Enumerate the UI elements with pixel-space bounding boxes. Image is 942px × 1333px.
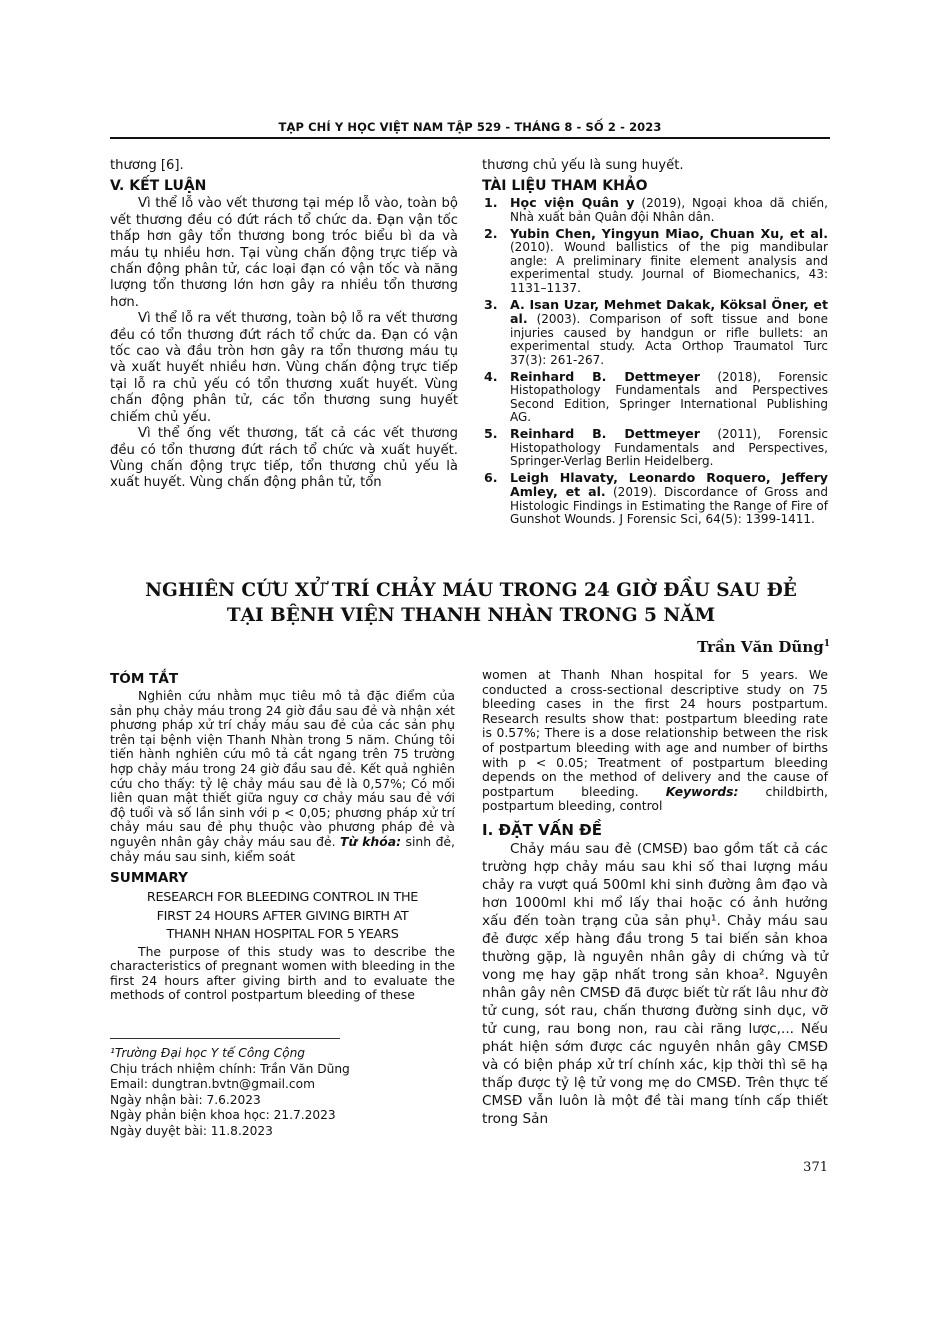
- continuation-text: thương [6].: [110, 158, 184, 173]
- conclusion-paragraph: Vì thể ống vết thương, tất cả các vết thương đều có tổn thương đứt rách tổ chức và xuất huyết. Vùng chấn động trực tiếp, tổn thương chủ yếu là xuất huyết. Vùng chấn động phân tử, tổn: [110, 426, 458, 491]
- conclusion-column: [110, 158, 458, 492]
- footnote-rule: [110, 1038, 340, 1039]
- reference-list: [482, 196, 828, 527]
- reference-item: 4. Reinhard B. Dettmeyer (2018), Forensic Histopathology Fundamentals and Perspectives Second Edition, Springer International Publishing AG.: [484, 368, 828, 425]
- references-column: [482, 158, 828, 529]
- article-title: NGHIÊN CỨU XỬ TRÍ CHẢY MÁU TRONG 24 GIỜ ĐẦU SAU ĐẺ TẠI BỆNH VIỆN THANH NHÀN TRONG 5 NĂM: [145, 580, 797, 626]
- reference-item: 2. Yubin Chen, Yingyun Miao, Chuan Xu, et al. (2010). Wound ballistics of the pig mandibular angle: A preliminary finite element analysis and experimental study. Journal of Biomechanics, 43: 1131–1137.: [484, 225, 828, 295]
- abstract-vi-body: Nghiên cứu nhằm mục tiêu mô tả đặc điểm của sản phụ chảy máu trong 24 giờ đầu sau đẻ và nhận xét phương pháp xử trí chảy máu sau đẻ của các sản phụ trên tại bệnh viện Thanh Nhàn trong 5 năm. Chúng tôi tiến hành nghiên cứu mô tả cắt ngang trên 75 trường hợp chảy máu trong 24 giờ đầu sau đẻ. Kết quả nghiên cứu cho thấy: tỷ lệ chảy máu sau đẻ là 0,57%; Có mối liên quan mật thiết giữa nguy cơ chảy máu sau đẻ với độ tuổi và số lần sinh với p < 0,05; phương pháp xử trí chảy máu sau đẻ phụ thuộc vào phương pháp đẻ và nguyên nhân gây chảy máu sau đẻ. Từ khóa: sinh đẻ, chảy máu sau sinh, kiểm soát: [110, 688, 455, 864]
- footnote-line: Chịu trách nhiệm chính: Trần Văn Dũng: [110, 1061, 350, 1076]
- page-number: 371: [803, 1160, 828, 1175]
- conclusion-paragraph: Vì thể lỗ vào vết thương tại mép lỗ vào, toàn bộ vết thương đều có đứt rách tổ chức da. Đạn vận tốc thấp hơn gây tổn thương bong tróc biểu bì da và máu tụ nhiều hơn. Tại vùng chấn động trực tiếp và chấn động phân tử, các loại đạn có vận tốc và năng lượng tổn thương lớn hơn gây ra nhiều tổn thương hơn.: [110, 196, 458, 310]
- summary-heading: SUMMARY: [110, 870, 188, 887]
- summary-intro-column: [482, 668, 828, 1128]
- summary-body-continued: women at Thanh Nhan hospital for 5 years. We conducted a cross-sectional descriptive study on 75 bleeding cases in the first 24 hours postpartum. Research results show that: postpartum bleeding rate is 0.57%; There is a dose relationship between the risk of postpartum bleeding with age and number of births with p < 0.05; Treatment of postpartum bleeding depends on the method of delivery and the cause of postpartum bleeding. Keywords: childbirth, postpartum bleeding, control: [482, 667, 828, 814]
- footnote-line: Email: dungtran.bvtn@gmail.com: [110, 1077, 315, 1092]
- article-author: Trần Văn Dũng$^1$: [697, 638, 830, 656]
- reference-item: 6. Leigh Hlavaty, Leonardo Roquero, Jeffery Amley, et al. (2019). Discordance of Gross and Histologic Findings in Estimating the Range of Fire of Gunshot Wounds. J Forensic Sci, 64(5): 1399-1411.: [484, 469, 828, 527]
- reference-item: 1. Học viện Quân y (2019), Ngoại khoa dã chiến, Nhà xuất bản Quân đội Nhân dân.: [484, 195, 828, 224]
- continuation-text: thương chủ yếu là sung huyết.: [482, 158, 684, 173]
- affiliation-note: ¹Trường Đại học Y tế Công Cộng: [110, 1046, 306, 1060]
- footnote-line: Ngày nhận bài: 7.6.2023: [110, 1092, 261, 1107]
- conclusion-paragraph: Vì thể lỗ ra vết thương, toàn bộ lỗ ra vết thương đều có tổn thương đứt rách tổ chức da. Đạn có vận tốc cao và đầu tròn hơn gây ra tổn thương máu tụ và xuất huyết nhiều hơn. Vùng chấn động trực tiếp tại lỗ ra chủ yếu có tổn thương xuất huyết. Vùng chấn động phân tử, các tổn thương sung huyết chiếm chủ yếu.: [110, 311, 458, 425]
- intro-body: Chảy máu sau đẻ (CMSĐ) bao gồm tất cả các trường hợp chảy máu sau khi số thai lượng máu chảy ra vượt quá 500ml khi sinh đường âm đạo và hơn 1000ml khi mổ lấy thai hoặc có ảnh hưởng xấu đến toàn trạng của sản phụ¹. Chảy máu sau đẻ được xếp hàng đầu trong 5 tai biến sản khoa thường gặp, là nguyên nhân gây di chứng và tử vong mẹ hay gặp nhất trong sản khoa². Nguyên nhân gây nên CMSĐ đã được biết từ rất lâu như đờ tử cung, sót rau, chấn thương đường sinh dục, vỡ tử cung, rau bong non, rau cài răng lược,... Nếu phát hiện sớm được các nguyên nhân gây CMSĐ và có biện pháp xử trí chính xác, kịp thời thì sẽ hạ thấp được tỷ lệ tử vong mẹ do CMSĐ. Trên thực tế CMSĐ vẫn luôn là một đề tài mang tính cấp thiết trong Sản: [482, 840, 828, 1127]
- reference-item: 5. Reinhard B. Dettmeyer (2011), Forensic Histopathology Fundamentals and Perspectives, Springer-Verlag Berlin Heidelberg.: [484, 425, 828, 469]
- abstract-column: [110, 671, 455, 1003]
- footnotes: [110, 1046, 450, 1140]
- conclusion-heading: V. KẾT LUẬN: [110, 178, 207, 195]
- reference-item: 3. A. Isan Uzar, Mehmet Dakak, Köksal Öner, et al. (2003). Comparison of soft tissue and bone injuries caused by handgun or rifle bullets: an experimental study. Acta Orthop Traumatol Turc 37(3): 261-267.: [484, 296, 828, 367]
- footnote-line: Ngày duyệt bài: 11.8.2023: [110, 1123, 273, 1138]
- intro-heading: I. ĐẶT VẤN ĐỀ: [482, 820, 602, 839]
- abstract-vi-heading: TÓM TẮT: [110, 671, 179, 687]
- summary-body: The purpose of this study was to describe the characteristics of pregnant women with bleeding in the first 24 hours after giving birth and to evaluate the methods of control postpartum bleeding of these: [110, 943, 455, 1003]
- journal-header: TẠP CHÍ Y HỌC VIỆT NAM TẬP 529 - THÁNG 8 - SỐ 2 - 2023: [278, 120, 662, 134]
- references-heading: TÀI LIỆU THAM KHẢO: [482, 178, 648, 195]
- summary-title: RESEARCH FOR BLEEDING CONTROL IN THE FIRST 24 HOURS AFTER GIVING BIRTH AT THANH NHAN HOSPITAL FOR 5 YEARS: [146, 890, 419, 943]
- header-rule: [110, 137, 830, 139]
- footnote-line: Ngày phản biện khoa học: 21.7.2023: [110, 1108, 336, 1123]
